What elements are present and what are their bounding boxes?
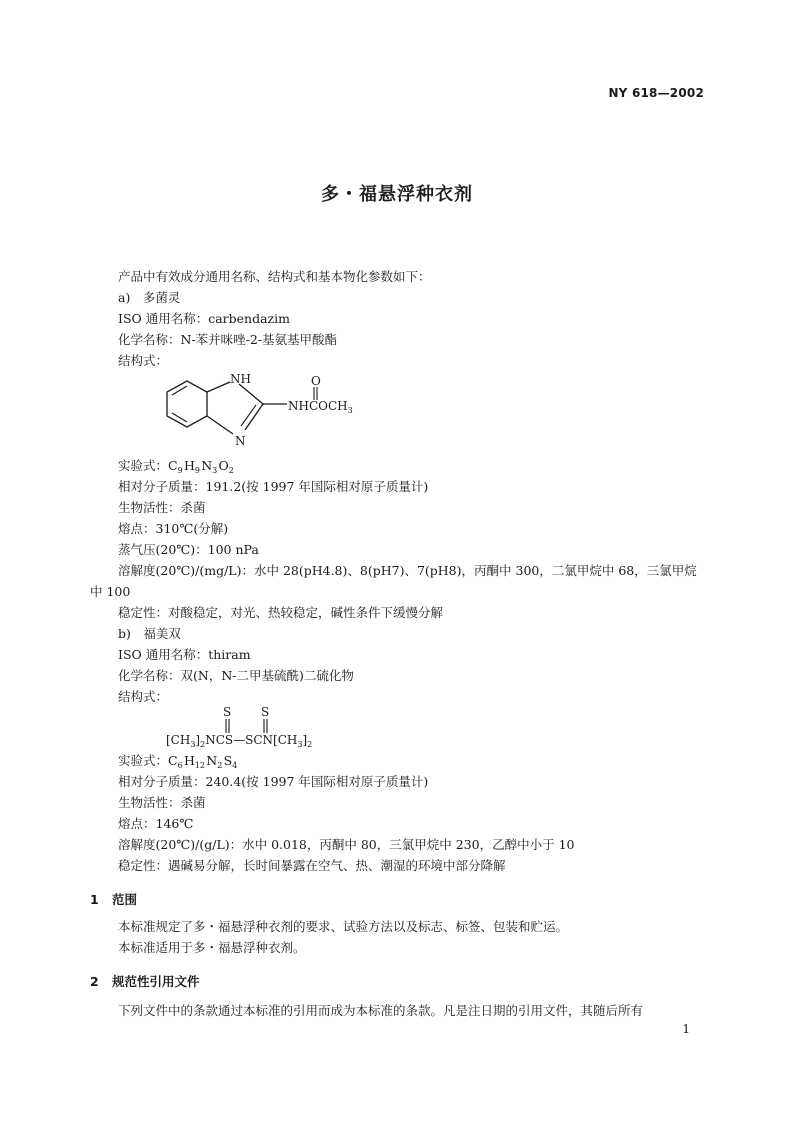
b-solubility: 溶解度(20℃)/(g/L)：水中 0.018，丙酮中 80，三氯甲烷中 230，乙醇中小于 10 [118,837,575,852]
a-molecular-weight: 相对分子质量：191.2(按 1997 年国际相对原子质量计) [118,479,429,494]
b-structure-label: 结构式： [118,689,169,704]
a-chemical-name: 化学名称：N-苯并咪唑-2-基氨基甲酸酯 [118,332,338,347]
b-bioactivity: 生物活性：杀菌 [118,795,206,810]
b-melting-point: 熔点：146℃ [118,816,194,831]
a-stability: 稳定性：对酸稳定，对光、热较稳定，碱性条件下缓慢分解 [118,605,444,620]
thiram-chain-label: $[CH_3]_2NCS—SCN[CH_3]_2$ [166,733,313,749]
carbendazim-structure [155,368,375,454]
section-2-para-1: 下列文件中的条款通过本标准的引用而成为本标准的条款。凡是注日期的引用文件，其随后所有 [118,1003,644,1018]
oxygen-label: O [311,374,321,388]
a-structure-label: 结构式： [118,353,169,368]
a-solubility-line1: 溶解度(20℃)/(mg/L)：水中 28(pH4.8)、8(pH7)、7(pH8)，丙酮中 300，二氯甲烷中 68，三氯甲烷 [118,563,697,578]
b-iso-name: ISO 通用名称：thiram [118,647,251,662]
n-label: N [235,434,246,448]
side-chain-label: $NHCOCH_3$ [288,399,353,415]
a-vapor-pressure: 蒸气压(20℃)：100 nPa [118,542,259,557]
a-solubility-line2: 中 100 [90,584,131,599]
document-title: 多・福悬浮种衣剂 [321,184,473,205]
nh-label: NH [230,372,251,386]
intro-text: 产品中有效成分通用名称、结构式和基本物化参数如下： [118,269,431,284]
thiram-structure [160,702,380,754]
section-a-heading: a) 多菌灵 [118,290,181,305]
sulfur-label-2: S [261,705,270,719]
page-number: 1 [682,1022,690,1036]
a-iso-name: ISO 通用名称：carbendazim [118,311,290,326]
section-1-para-2: 本标准适用于多・福悬浮种衣剂。 [118,940,306,955]
a-melting-point: 熔点：310℃(分解) [118,521,229,536]
standard-code: NY 618—2002 [608,86,704,100]
b-chemical-name: 化学名称：双(N，N-二甲基硫酰)二硫化物 [118,668,354,683]
b-molecular-weight: 相对分子质量：240.4(按 1997 年国际相对原子质量计) [118,774,429,789]
section-2-heading: 2 规范性引用文件 [90,974,200,989]
section-b-heading: b) 福美双 [118,626,181,641]
section-1-heading: 1 范围 [90,892,138,907]
sulfur-label-1: S [223,705,232,719]
section-1-para-1: 本标准规定了多・福悬浮种衣剂的要求、试验方法以及标志、标签、包装和贮运。 [118,919,569,934]
b-stability: 稳定性：遇碱易分解，长时间暴露在空气、热、潮湿的环境中部分降解 [118,858,506,873]
a-empirical-formula: 实验式：$C_9$ $H_9$ $N_3$ $O_2$ [118,458,234,475]
b-empirical-formula: 实验式：$C_6$ $H_{12}$ $N_2$ $S_4$ [118,753,238,770]
a-bioactivity: 生物活性：杀菌 [118,500,206,515]
